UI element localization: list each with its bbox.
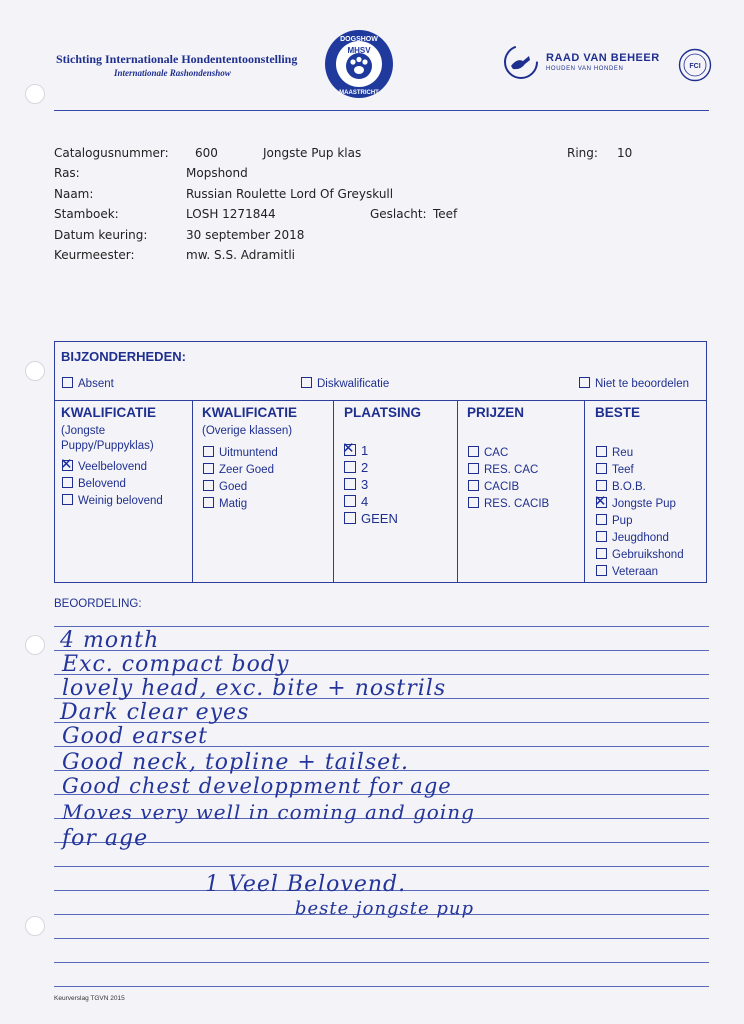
org-subtitle: Internationale Rashondenshow [114,68,231,78]
option-label: RES. CACIB [484,498,550,510]
catalog-label: Catalogusnummer: [54,146,169,160]
placement-2-checkbox[interactable] [344,461,368,475]
goed-checkbox[interactable] [203,480,247,494]
disqualification-checkbox[interactable] [301,377,389,391]
prizes-title: PRIJZEN [467,405,525,420]
option-label: Uitmuntend [219,447,278,459]
checkbox-icon [203,480,214,491]
placement-1-checkbox[interactable] [342,439,369,458]
sex-label: Geslacht: [370,207,427,221]
svg-text:DOGSHOW: DOGSHOW [340,36,378,43]
checkbox-icon [203,497,214,508]
handwritten-line: for age [62,826,149,851]
best-reu-checkbox[interactable] [596,446,633,460]
checkbox-icon [203,463,214,474]
ruled-line [54,962,709,963]
option-label: CAC [484,447,509,459]
handwritten-line: Exc. compact body [62,652,290,677]
placement-title: PLAATSING [344,405,421,420]
checkbox-icon [596,565,607,576]
absent-checkbox[interactable] [62,377,114,391]
checkbox-icon [344,461,356,473]
org-name: Stichting Internationale Hondententoonstelling [56,52,298,66]
checkbox-icon [596,514,607,525]
raad-van-beheer-logo-icon [503,44,539,80]
veelbelovend-checkbox[interactable] [60,455,148,474]
belovend-checkbox[interactable] [62,477,126,491]
handwritten-line: lovely head, exc. bite + nostrils [62,676,447,701]
check-x-icon: ✕ [342,439,355,457]
ruled-line [54,842,709,843]
checkbox-icon [468,463,479,474]
cacib-checkbox[interactable] [468,480,519,494]
column-divider [333,400,334,583]
class-value: Jongste Pup klas [263,146,362,160]
check-x-icon: ✕ [60,455,73,473]
weinig-belovend-checkbox[interactable] [62,494,163,508]
judge-value: mw. S.S. Adramitli [186,248,296,262]
handwritten-line: Good earset [62,724,208,749]
option-label: 4 [361,494,369,509]
dogshow-seal-logo [323,28,395,100]
placement-3-checkbox[interactable] [344,478,368,492]
best-gebruikshond-checkbox[interactable] [596,548,684,562]
checkbox-icon [344,478,356,490]
matig-checkbox[interactable] [203,497,247,511]
qualification-other-title: KWALIFICATIE [202,405,297,420]
column-divider [584,400,585,583]
judging-date-value: 30 september 2018 [186,228,305,242]
checkbox-icon [596,548,607,559]
column-divider [192,400,193,583]
option-label: Goed [219,481,248,493]
handwritten-line: Good chest developpment for age [62,774,452,798]
catalog-value: 600 [195,146,218,160]
checkbox-icon [468,480,479,491]
handwritten-line: 4 month [60,628,160,653]
res-cac-checkbox[interactable] [468,463,538,477]
checkbox-icon [342,439,356,457]
ring-label: Ring: [567,146,598,160]
name-label: Naam: [54,187,94,201]
punch-hole [25,635,45,655]
checkbox-icon [60,455,73,473]
option-label: Reu [612,447,634,459]
checkbox-icon [62,494,73,505]
punch-hole [25,916,45,936]
best-jongste-pup-checkbox[interactable] [594,492,676,511]
best-veteraan-checkbox[interactable] [596,565,658,579]
judging-date-label: Datum keuring: [54,228,148,242]
punch-hole [25,361,45,381]
qualification-puppy-sub: Puppy/Puppyklas) [61,440,154,452]
option-label: CACIB [484,481,520,493]
handwritten-verdict: 1 Veel Belovend. [205,872,407,897]
option-label: RES. CAC [484,464,539,476]
res-cacib-checkbox[interactable] [468,497,549,511]
checkbox-icon [62,377,73,388]
svg-text:MHSV: MHSV [347,46,371,55]
checkbox-icon [596,463,607,474]
option-label: GEEN [361,511,398,526]
svg-text:FCI: FCI [689,63,701,70]
ruled-line [54,626,709,627]
option-label: Veteraan [612,566,659,578]
qualification-puppy-sub: (Jongste [61,425,106,437]
option-label: 1 [361,443,369,458]
best-pup-checkbox[interactable] [596,514,632,528]
dog-name-value: Russian Roulette Lord Of Greyskull [186,187,394,201]
checkbox-icon [301,377,312,388]
not-judged-checkbox[interactable] [579,377,689,391]
option-label: Jeugdhond [612,532,669,544]
option-label: Jongste Pup [612,498,676,510]
checkbox-icon [62,477,73,488]
checkbox-icon [468,446,479,457]
zeer-goed-checkbox[interactable] [203,463,274,477]
ruled-line [54,938,709,939]
particulars-title: BIJZONDERHEDEN: [61,349,186,364]
pedigree-label: Stamboek: [54,207,119,221]
absent-label: Absent [78,378,114,390]
best-title: BESTE [595,405,641,420]
ring-value: 10 [617,146,633,160]
rvb-name: RAAD VAN BEHEER [546,52,660,64]
form-footer: Keurverslag TGVN 2015 [54,995,125,1002]
option-label: Matig [219,498,248,510]
qualification-other-sub: (Overige klassen) [202,425,293,437]
checkbox-icon [596,480,607,491]
breed-label: Ras: [54,166,80,180]
check-x-icon: ✕ [594,492,607,510]
rvb-tagline: HOUDEN VAN HONDEN [546,66,624,72]
judge-label: Keurmeester: [54,248,135,262]
ruled-line [54,866,709,867]
option-label: 3 [361,477,369,492]
checkbox-icon [344,495,356,507]
option-label: Gebruikshond [612,549,684,561]
punch-hole [25,84,45,104]
handwritten-verdict-best: beste jongste pup [295,898,475,919]
not-judged-label: Niet te beoordelen [595,378,689,390]
box-divider [54,400,707,401]
breed-value: Mopshond [186,166,248,180]
evaluation-label: BEOORDELING: [54,598,142,610]
handwritten-line: Dark clear eyes [60,700,250,725]
option-label: Pup [612,515,633,527]
best-jeugdhond-checkbox[interactable] [596,531,669,545]
checkbox-icon [579,377,590,388]
cac-checkbox[interactable] [468,446,508,460]
uitmuntend-checkbox[interactable] [203,446,278,460]
checkbox-icon [203,446,214,457]
qualification-puppy-title: KWALIFICATIE [61,405,156,420]
option-label: 2 [361,460,369,475]
fci-logo [678,48,712,82]
option-label: Weinig belovend [78,495,163,507]
checkbox-icon [344,512,356,524]
placement-none-checkbox[interactable] [344,512,398,526]
checkbox-icon [596,446,607,457]
svg-text:MAASTRICHT: MAASTRICHT [339,90,379,96]
handwritten-line: Moves very well in coming and going [62,800,475,824]
ruled-line [54,986,709,987]
checkbox-icon [468,497,479,508]
placement-4-checkbox[interactable] [344,495,368,509]
option-label: Belovend [78,478,126,490]
checkbox-icon [596,531,607,542]
header-rule [54,110,709,111]
best-teef-checkbox[interactable] [596,463,634,477]
option-label: Veelbelovend [78,461,148,473]
sex-value: Teef [433,207,458,221]
handwritten-line: Good neck, topline + tailset. [62,750,409,775]
option-label: Zeer Goed [219,464,274,476]
option-label: Teef [612,464,634,476]
checkbox-icon [594,492,607,510]
disqualification-label: Diskwalificatie [317,378,390,390]
pedigree-value: LOSH 1271844 [186,207,276,221]
column-divider [457,400,458,583]
option-label: B.O.B. [612,481,646,493]
